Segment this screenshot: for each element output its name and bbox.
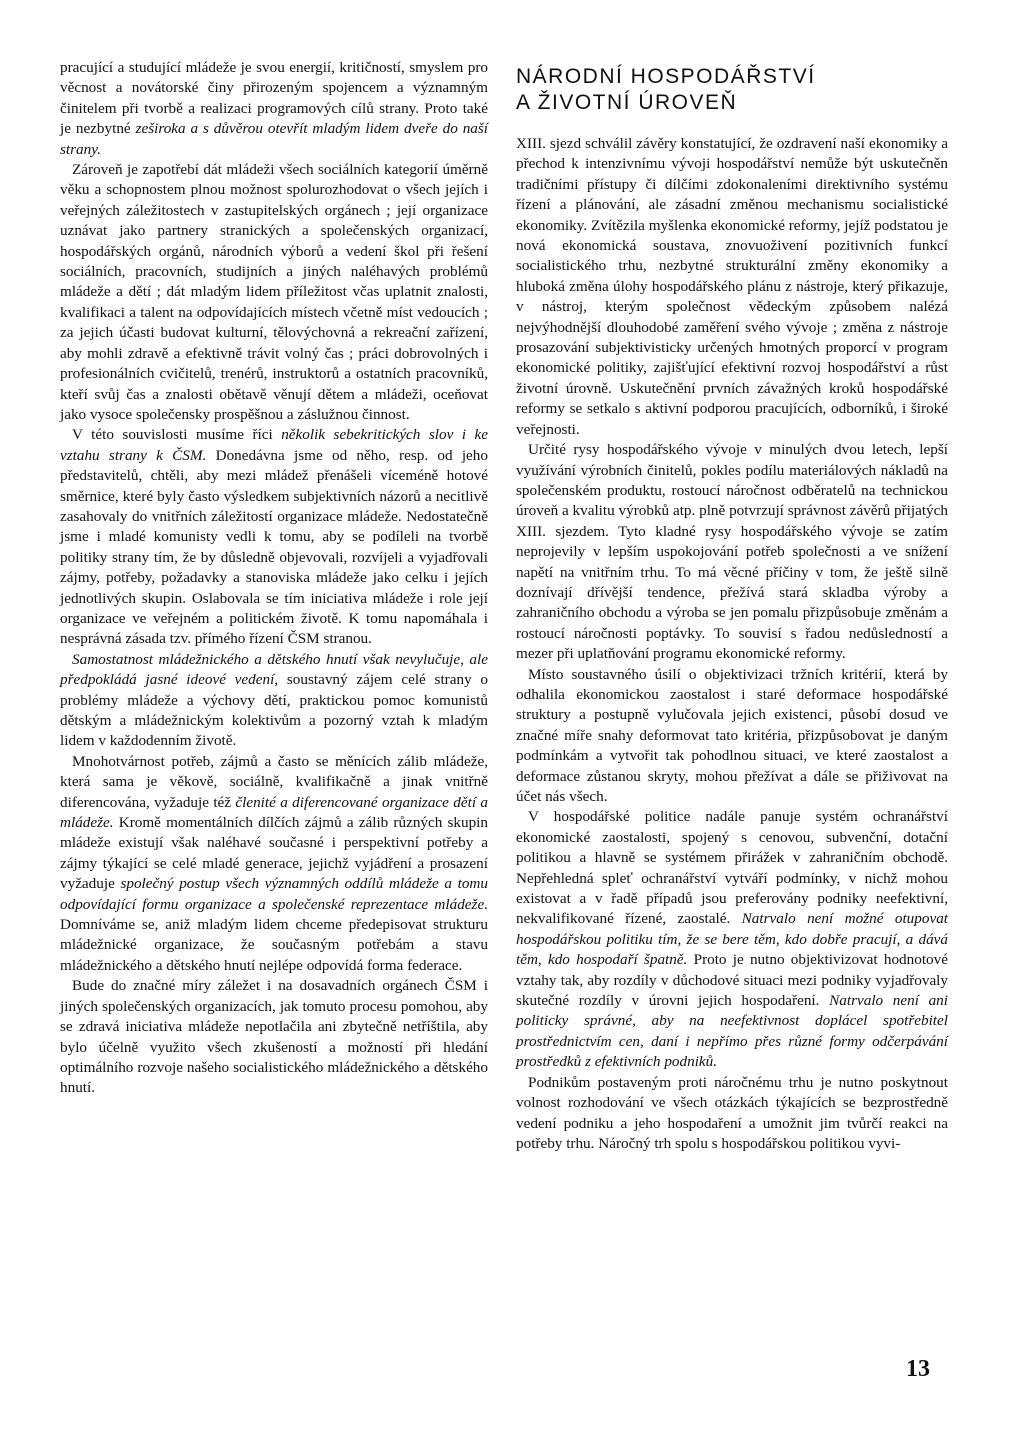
right-column xyxy=(516,58,948,1154)
paragraph xyxy=(516,1073,948,1155)
text-run: Místo soustavného úsilí o objektivizaci tržních kritérií, která by odhalila ekonomickou zaostalost i staré deformace hospodářské struktury a postupně vylučovala jejich existenci, působí dosud ve značné míře snahy deformovat tato kritéria, přizpůsobovat je daným podmínkám a vytvořit tak pohodlnou situaci, ve které zaostalost a deformace zůstanou skryty, mohou přežívat a dále se přiživovat na účet nás všech. xyxy=(516,665,948,805)
text-run: Podnikům postaveným proti náročnému trhu je nutno poskytnout volnost rozhodování ve všech otázkách týkajících se bezprostředně vedení podniku a jeho hospodaření a umožnit jim tvůrčí reakci na potřeby trhu. Náročný trh spolu s hospodářskou politikou vyvi- xyxy=(516,1073,948,1152)
emphasized-text: několik sebekritických slov i ke vztahu strany k ČSM. xyxy=(60,426,489,464)
page-number: 13 xyxy=(906,1356,930,1382)
text-run: Zároveň je zapotřebí dát mládeži všech sociálních kategorií úměrně věku a schopnostem plnou možnost spolurozhodovat o všech jejích i veřejných záležitostech v zastupitelských orgánech ; její organizace uznávat jako partnery stranických a společenských organizací, hospodářských orgánů, národních výborů a vedení škol při řešení sociálních, pracovních, studijních a jiných naléhavých problémů mládeže a dětí ; dát mladým lidem příležitost včas uplatnit znalosti, kvalifikaci a talent na odpovídajících místech včetně míst vedoucích ; za jejich účasti budovat kulturní, tělovýchovná a rekreační zařízení, aby mohli zdravě a efektivně trávit volný čas ; práci dobrovolných i profesionálních cvičitelů, trenérů, instruktorů a ostatních pracovníků, kteří svůj čas a znalosti obětavě věnují dětem a mládeži, oceňovat jako vysoce společensky prospěšnou a záslužnou činnost. xyxy=(60,161,488,423)
section-heading xyxy=(516,64,948,116)
text-run: soustavný zájem celé strany o problémy mládeže a výchovy dětí, praktickou pomoc komunistů dětským a mládežnickým kolektivům a pozorný vztah k mladým lidem v každodenním životě. xyxy=(60,671,488,750)
text-run: Určité rysy hospodářského vývoje v minulých dvou letech, lepší využívání výrobních činitelů, pokles podílu materiálových nákladů na společenském produktu, rostoucí náročnost odběratelů na technickou úroveň a kvalitu výrobků atp. plně potvrzují správnost závěrů přijatých XIII. sjezdem. Tyto kladné rysy hospodářského vývoje se zatím neprojevily v lepším uspokojování potřeb společnosti a ve snížení napětí na vnitřním trhu. To má věcné příčiny v tom, že ještě silně doznívají dřívější tendence, přežívá stará skladba výroby a zahraničního obchodu a výroba se jen pomalu přizpůsobuje změnám a rostoucí náročnosti poptávky. To souvisí s řadou nedůsledností a mezer při uplatňování programu ekonomické reformy. xyxy=(516,441,948,663)
text-run: V hospodářské politice nadále panuje systém ochranářství ekonomické zaostalosti, spojený s cenovou, subvenční, dotační politikou a hlavně se systémem přirážek v zahraničním obchodě. Nepřehledná spleť ochranářství vytváří podmínky, v nichž mohou existovat a v řadě případů jsou preferovány podniky neefektivní, nekvalifikované řízené, zaostalé. xyxy=(516,808,948,928)
text-run: Donedávna jsme od něho, resp. od jeho představitelů, chtěli, aby mezi mládež přenášeli víceméně hotové směrnice, které byly často výsledkem subjektivních názorů a necitlivě zasahovaly do vnitřních záležitostí organizace mládeže. Nedostatečně jsme i mladé komunisty vedli k tomu, aby se podíleli na tvorbě politiky strany tím, že by důsledně objevovali, rozvíjeli a vyjadřovali zájmy, potřeby, požadavky a stanoviska mládeže jako celku i jejích jednotlivých skupin. Oslabovala se tím iniciativa mládeže i role její organizace ve veřejném a politickém životě. K tomu napomáhala i nesprávná zásada tzv. přímého řízení ČSM stranou. xyxy=(60,446,488,648)
paragraph xyxy=(60,650,488,752)
paragraph xyxy=(60,425,488,649)
emphasized-text: Natrvalo není ani politicky správné, aby na neefektivnost doplácel spotřebitel prostřednictvím cen, daní i nepřímo přes různé formy odčerpávání prostředků z efektivních podniků. xyxy=(516,992,948,1071)
emphasized-text: Samostatnost mládežnického a dětského hnutí však nevylučuje, ale předpokládá jasné ideové vedení, xyxy=(60,650,488,689)
text-run: Mnohotvárnost potřeb, zájmů a často se měnících zálib mládeže, která sama je věkově, sociálně, kvalifikačně a jinak vnitřně diferencována, vyžaduje též xyxy=(60,752,488,811)
section-heading-line-1: NÁRODNÍ HOSPODÁŘSTVÍ xyxy=(516,65,816,88)
paragraph xyxy=(516,807,948,1072)
paragraph xyxy=(60,976,488,1098)
emphasized-text: členité a diferencované organizace dětí a mládeže. xyxy=(60,793,488,832)
text-run: Kromě momentálních dílčích zájmů a zálib různých skupin mládeže existují však naléhavé současné i perspektivní potřeby a zájmy týkající se celé mladé generace, jejichž vyjádření a prosazení vyžaduje xyxy=(60,814,488,893)
left-column xyxy=(60,58,488,1099)
paragraph xyxy=(60,58,488,160)
section-heading-line-2: A ŽIVOTNÍ ÚROVEŇ xyxy=(516,91,738,114)
text-run: V této souvislosti musíme říci xyxy=(72,426,282,444)
text-run: pracující a studující mládeže je svou energií, kritičností, smyslem pro věcnost a novátorské činy přirozeným spojencem a významným činitelem při tvorbě a realizaci programových cílů strany. Proto také je nezbytné xyxy=(60,59,488,138)
emphasized-text: Natrvalo není možné otupovat hospodářskou politiku tím, že se bere těm, kdo dobře pracují, a dává těm, kdo hospodaří špatně. xyxy=(516,910,949,969)
right-column-body xyxy=(516,134,948,1154)
emphasized-text: společný postup všech významných oddílů mládeže a tomu odpovídající formu organizace a společenské reprezentace mládeže. xyxy=(60,875,488,913)
paragraph xyxy=(516,665,948,808)
paragraph xyxy=(60,752,488,976)
text-run: XIII. sjezd schválil závěry konstatující, že ozdravení naší ekonomiky a přechod k intenzivnímu vývoji hospodářství nemůže být uskutečněn tradičními přístupy či dílčími zdokonaleními direktivního systému řízení a plánování, ale zásadní změnou mechanismu socialistické ekonomiky. Zvítězila myšlenka ekonomické reformy, jejíž podstatou je nová ekonomická soustava, znovuoživení pozitivních funkcí socialistického trhu, nezbytné strukturální změny ekonomiky a hluboká změna úlohy hospodářského plánu z nástroje, který přikazuje, v nástroj, kterým společnost vědeckým způsobem nalézá nejvýhodnější dlouhodobé zaměření svého vývoje ; změna z nástroje prosazování subjektivisticky určených hmotných proporcí v program ekonomické politiky, zajišťující efektivní rozvoj hospodářství a růst životní úrovně. Uskutečnění prvních závažných kroků hospodářské reformy se setkalo s aktivní podporou pracujících, odborníků, i široké veřejnosti. xyxy=(516,135,949,438)
emphasized-text: zeširoka a s důvěrou otevřít mladým lidem dveře do naší strany. xyxy=(60,120,489,158)
text-run: Domníváme se, aniž mladým lidem chceme předepisovat strukturu mládežnické organizace, že současným potřebám a stavu mládežnického a dětského hnutí nejlépe odpovídá forma federace. xyxy=(60,916,488,974)
text-run: Bude do značné míry záležet i na dosavadních orgánech ČSM i jiných společenských organizacích, jak tomuto procesu pomohou, aby se zdravá iniciativa mládeže nepotlačila ani zbytečně netříštila, aby bylo účelně využito všech zkušeností a možností při hledání optimálního rozvoje našeho socialistického mládežnického a dětského hnutí. xyxy=(60,977,488,1097)
paragraph xyxy=(516,440,948,664)
paragraph xyxy=(60,160,488,425)
text-run: Proto je nutno objektivizovat hodnotové vztahy tak, aby rozdíly v důchodové situaci mezi podniky vyjadřovaly skutečné rozdíly v úrovni jejich hospodaření. xyxy=(516,951,948,1010)
paragraph xyxy=(516,134,948,440)
